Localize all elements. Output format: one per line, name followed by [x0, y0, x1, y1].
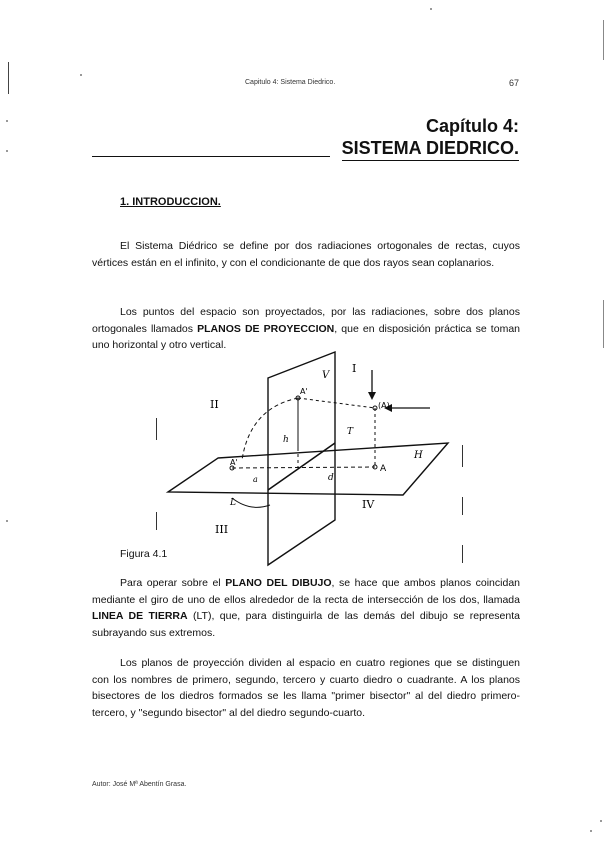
figure-margin-mark: [156, 418, 157, 440]
paragraph-2-bold: PLANOS DE PROYECCION: [197, 322, 335, 335]
label-a-prime-top: A': [300, 387, 308, 396]
scan-speck: [590, 830, 592, 832]
footer-author: Autor: José Mª Abentín Grasa.: [92, 781, 187, 788]
scan-speck: [6, 520, 8, 522]
chapter-title: SISTEMA DIEDRICO.: [342, 137, 519, 161]
label-a-lower: a: [253, 475, 258, 484]
figure-diedric-planes: [150, 350, 480, 575]
left-margin-mark: [8, 62, 9, 94]
right-margin-mark: [603, 300, 604, 348]
paragraph-2: [92, 304, 520, 354]
figure-margin-mark: [462, 445, 463, 467]
vertical-plane: [268, 352, 335, 565]
label-a-prime-left: A': [230, 458, 238, 467]
scan-speck: [6, 150, 8, 152]
paragraph-2-text-a: Los puntos del espacio son proyectados, por las radiaciones, sobre dos planos ortogonales llamados: [92, 306, 520, 335]
paragraph-1: [92, 238, 520, 271]
paragraph-3-text-a: Para operar sobre el: [120, 577, 226, 589]
paragraph-4: [92, 655, 520, 721]
section-heading: 1. INTRODUCCION.: [120, 196, 221, 208]
label-t: T: [347, 427, 354, 437]
label-quadrant-4: IV: [362, 498, 375, 511]
title-rule: [92, 156, 330, 157]
paragraph-1-text: El Sistema Diédrico se define por dos radiaciones ortogonales de rectas, cuyos vértices están en el infinito, y con el condicionante de que dos rayos sean coplanarios.: [92, 240, 520, 269]
label-l: L: [230, 498, 236, 508]
scan-speck: [80, 74, 82, 76]
paragraph-3-bold-2: LINEA DE TIERRA: [92, 610, 188, 622]
chapter-number: Capítulo 4:: [426, 116, 519, 136]
scan-speck: [6, 120, 8, 122]
scan-speck: [600, 820, 602, 822]
paragraph-3-text-e: (LT), que, para distinguirla de las demás del dibujo se representa subrayando sus extremos.: [92, 610, 520, 639]
label-plane-h: H: [414, 450, 423, 461]
label-h: h: [283, 435, 289, 445]
running-header: Capitulo 4: Sistema Diedrico.: [245, 79, 336, 86]
label-plane-v: V: [322, 370, 330, 381]
label-a: A: [380, 464, 387, 474]
paragraph-4-text: Los planos de proyección dividen al espacio en cuatro regiones que se distinguen con los nombres de primero, segundo, tercero y cuarto diedro o cuadrante. A los planos bisectores de los diedros formados se les llama "primer bisector" al del diedro primero-tercero, y "segundo bisector" al del diedro segundo-cuarto.: [92, 657, 520, 719]
scan-speck: [430, 8, 432, 10]
page-number: 67: [509, 78, 520, 88]
label-a-space: (A): [378, 401, 390, 410]
label-d: d: [328, 473, 334, 483]
right-margin-mark: [603, 20, 604, 60]
paragraph-2-text-c: , que en disposición práctica se toman uno horizontal y otro vertical.: [92, 322, 520, 351]
label-quadrant-3: III: [215, 523, 229, 536]
label-quadrant-1: I: [352, 362, 357, 375]
figure-margin-mark: [156, 512, 157, 530]
figure-margin-mark: [462, 497, 463, 515]
figure-caption: Figura 4.1: [120, 548, 168, 560]
label-quadrant-2: II: [210, 398, 219, 411]
paragraph-3: [92, 575, 520, 641]
ground-line: [268, 443, 335, 490]
figure-margin-mark: [462, 545, 463, 563]
paragraph-3-bold-1: PLANO DEL DIBUJO: [225, 577, 332, 589]
paragraph-3-text-c: , se hace que ambos planos coincidan mediante el giro de uno de ellos alrededor de la recta de intersección de los dos, llamada: [92, 577, 520, 606]
horizontal-plane: [168, 443, 448, 495]
